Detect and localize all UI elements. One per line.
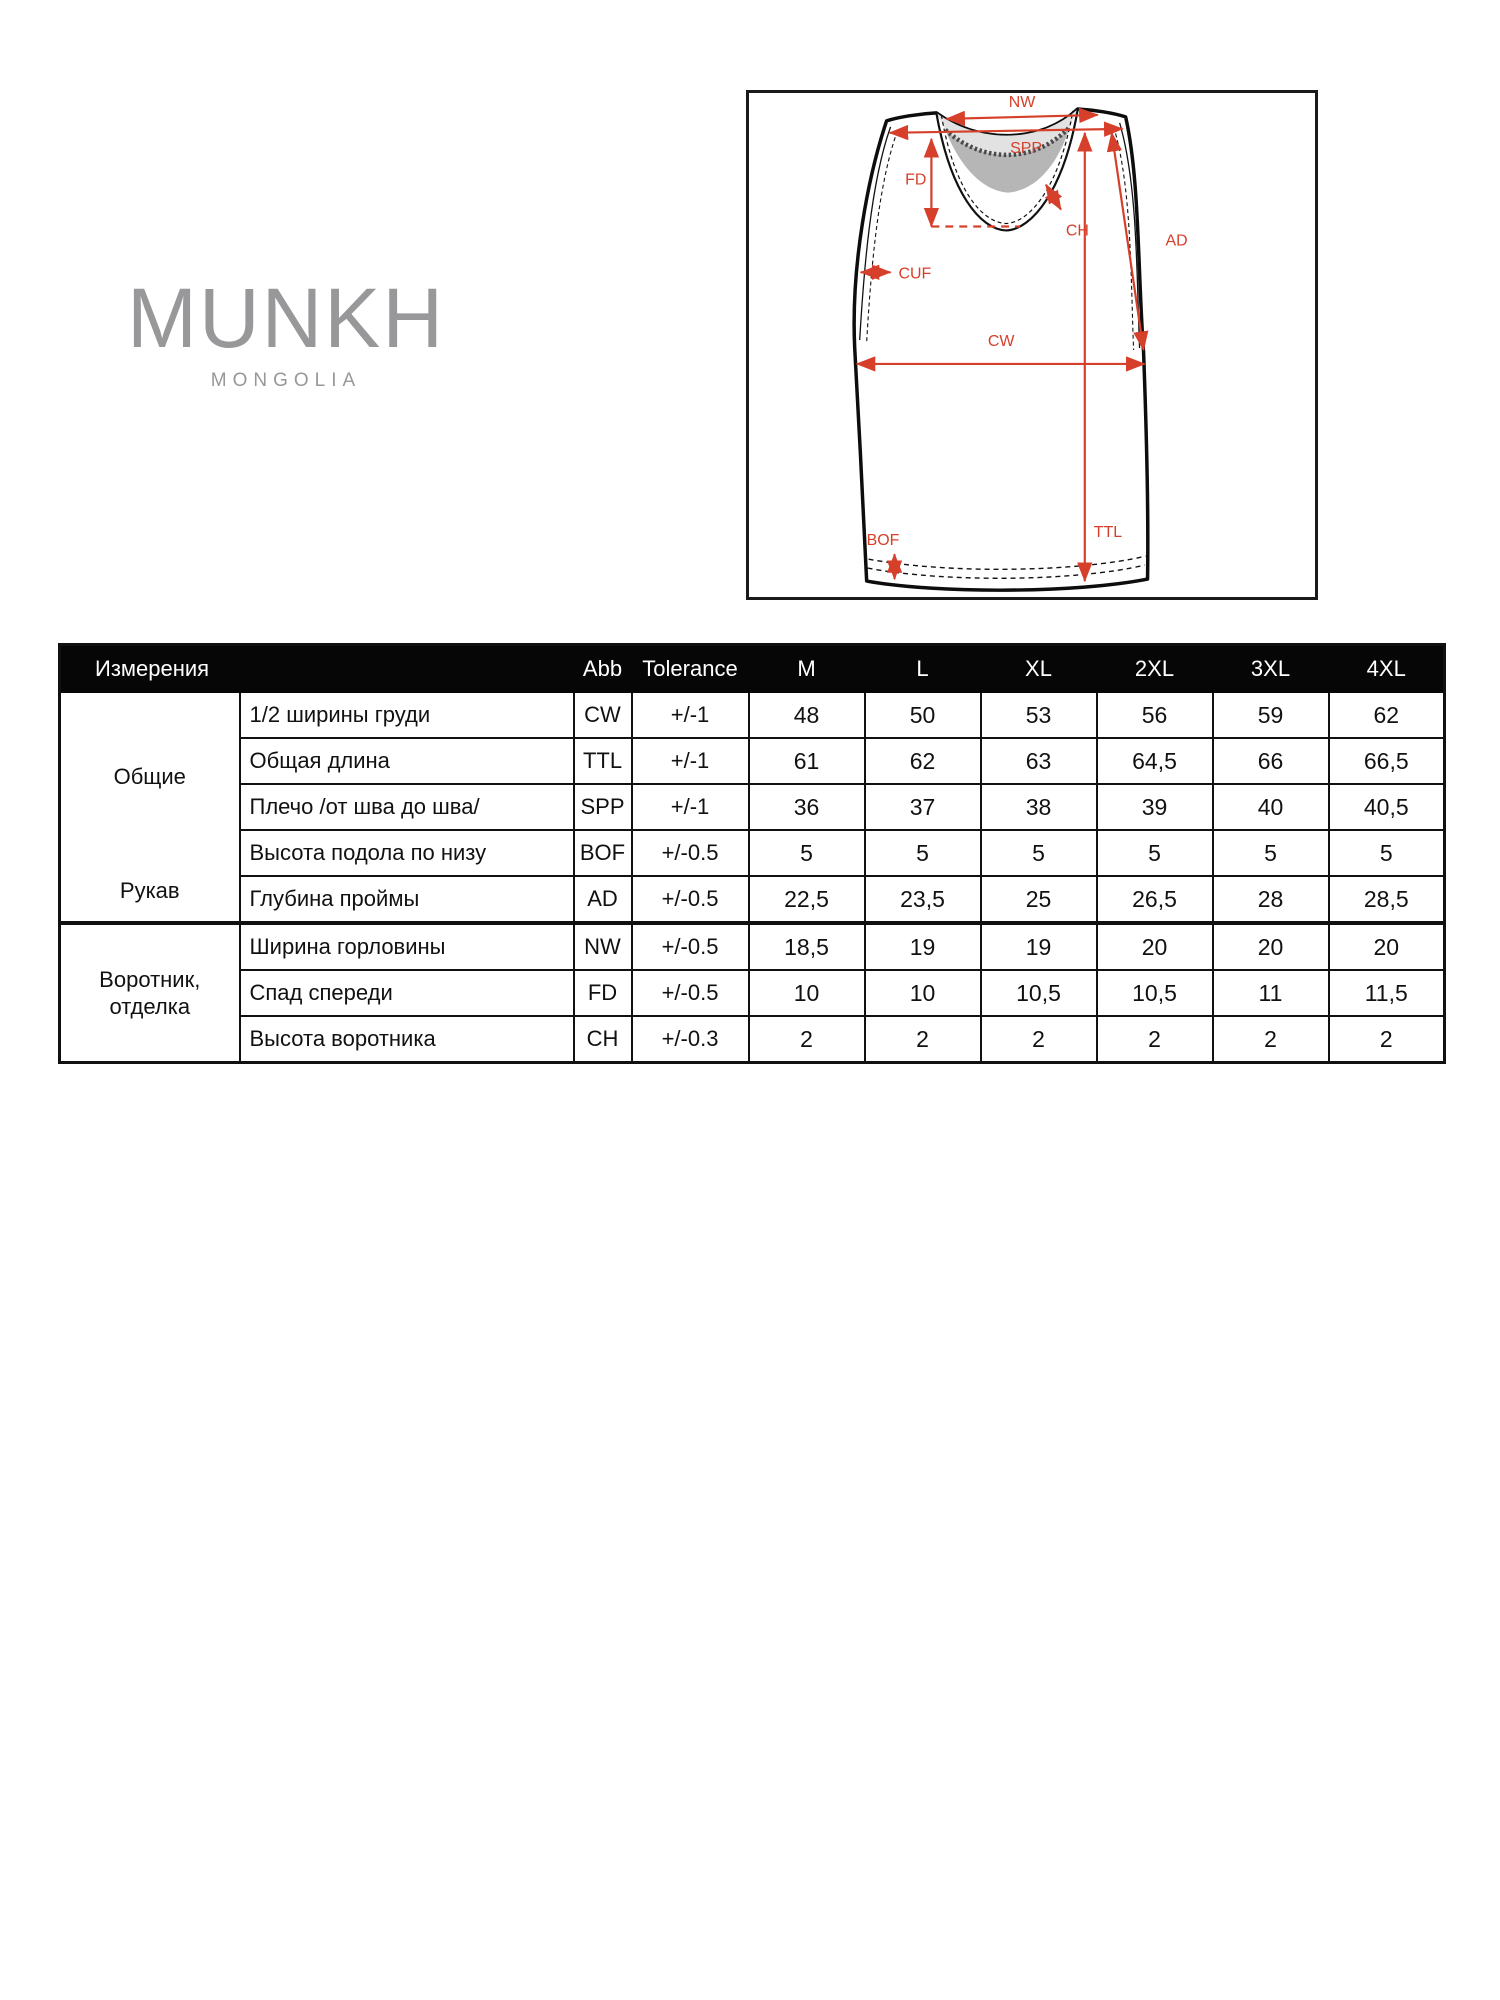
size-value-cell: 20 [1329, 923, 1445, 970]
size-value-cell: 10,5 [1097, 970, 1213, 1016]
ad-measure-label: AD [1165, 232, 1188, 250]
size-value-cell: 5 [1097, 830, 1213, 876]
size-value-cell: 36 [749, 784, 865, 830]
size-value-cell: 11,5 [1329, 970, 1445, 1016]
brand-logo [118, 271, 454, 392]
size-value-cell: 64,5 [1097, 738, 1213, 784]
size-value-cell: 40 [1213, 784, 1329, 830]
tolerance-cell: +/-0.5 [632, 923, 749, 970]
ttl-measure-label: TTL [1093, 524, 1123, 542]
size-value-cell: 28,5 [1329, 876, 1445, 923]
measurement-name-cell: Спад спереди [240, 970, 574, 1016]
abb-cell: FD [574, 970, 632, 1016]
size-value-cell: 2 [981, 1016, 1097, 1063]
size-value-cell: 37 [865, 784, 981, 830]
table-row [60, 876, 1445, 923]
size-value-cell: 25 [981, 876, 1097, 923]
brand-name: MUNKH [127, 271, 445, 365]
measurement-name-cell: Высота воротника [240, 1016, 574, 1063]
brand-subtitle: MONGOLIA [210, 370, 362, 391]
tolerance-cell: +/-0.3 [632, 1016, 749, 1063]
header-measurements: Измерения [60, 645, 574, 693]
group-label-sleeve: Рукав [119, 878, 180, 903]
size-value-cell: 5 [1213, 830, 1329, 876]
size-value-cell: 53 [981, 692, 1097, 738]
measurement-name-cell: Плечо /от шва до шва/ [240, 784, 574, 830]
table-row [60, 738, 1445, 784]
tank-top-drawing [749, 93, 1315, 597]
header-size-3xl: 3XL [1213, 645, 1329, 693]
size-value-cell: 20 [1097, 923, 1213, 970]
group-label-collar-line2: отделка [109, 994, 191, 1019]
size-value-cell: 10,5 [981, 970, 1097, 1016]
tolerance-cell: +/-1 [632, 738, 749, 784]
header-tolerance: Tolerance [632, 645, 749, 693]
size-value-cell: 28 [1213, 876, 1329, 923]
size-value-cell: 18,5 [749, 923, 865, 970]
measurement-name-cell: 1/2 ширины груди [240, 692, 574, 738]
measurement-table [58, 643, 1446, 1064]
abb-cell: NW [574, 923, 632, 970]
header-size-m: M [749, 645, 865, 693]
size-value-cell: 62 [865, 738, 981, 784]
group-cell-collar [60, 923, 240, 1063]
size-value-cell: 66 [1213, 738, 1329, 784]
ch-measure-label: CH [1065, 222, 1089, 240]
size-value-cell: 56 [1097, 692, 1213, 738]
size-value-cell: 2 [749, 1016, 865, 1063]
header-size-4xl: 4XL [1329, 645, 1445, 693]
fd-measure-label: FD [905, 171, 927, 189]
nw-measure-label: NW [1008, 93, 1036, 111]
size-value-cell: 20 [1213, 923, 1329, 970]
cw-measure-label: CW [987, 332, 1015, 350]
abb-cell: AD [574, 876, 632, 923]
abb-cell: TTL [574, 738, 632, 784]
size-value-cell: 2 [1097, 1016, 1213, 1063]
size-value-cell: 23,5 [865, 876, 981, 923]
header-size-xl: XL [981, 645, 1097, 693]
group-label-general: Общие [113, 764, 186, 789]
size-value-cell: 2 [1213, 1016, 1329, 1063]
size-value-cell: 62 [1329, 692, 1445, 738]
abb-cell: CH [574, 1016, 632, 1063]
size-value-cell: 11 [1213, 970, 1329, 1016]
table-row [60, 970, 1445, 1016]
size-value-cell: 39 [1097, 784, 1213, 830]
size-value-cell: 2 [1329, 1016, 1445, 1063]
size-value-cell: 19 [981, 923, 1097, 970]
size-value-cell: 10 [749, 970, 865, 1016]
size-value-cell: 38 [981, 784, 1097, 830]
measurement-name-cell: Общая длина [240, 738, 574, 784]
bof-measure-label: BOF [866, 532, 900, 550]
tolerance-cell: +/-1 [632, 692, 749, 738]
header-abb: Abb [574, 645, 632, 693]
abb-cell: CW [574, 692, 632, 738]
tolerance-cell: +/-0.5 [632, 876, 749, 923]
tolerance-cell: +/-0.5 [632, 830, 749, 876]
size-value-cell: 40,5 [1329, 784, 1445, 830]
table-row [60, 692, 1445, 738]
size-value-cell: 63 [981, 738, 1097, 784]
table-header-row [60, 645, 1445, 693]
size-value-cell: 19 [865, 923, 981, 970]
size-value-cell: 61 [749, 738, 865, 784]
size-value-cell: 5 [749, 830, 865, 876]
table-row [60, 830, 1445, 876]
measurement-name-cell: Высота подола по низу [240, 830, 574, 876]
table-row [60, 923, 1445, 970]
size-value-cell: 48 [749, 692, 865, 738]
size-value-cell: 5 [981, 830, 1097, 876]
tolerance-cell: +/-1 [632, 784, 749, 830]
size-value-cell: 66,5 [1329, 738, 1445, 784]
tolerance-cell: +/-0.5 [632, 970, 749, 1016]
spp-measure-label: SPP [1010, 139, 1042, 157]
size-value-cell: 5 [1329, 830, 1445, 876]
table-row [60, 1016, 1445, 1063]
header-size-2xl: 2XL [1097, 645, 1213, 693]
size-value-cell: 2 [865, 1016, 981, 1063]
size-value-cell: 26,5 [1097, 876, 1213, 923]
size-value-cell: 59 [1213, 692, 1329, 738]
header-size-l: L [865, 645, 981, 693]
table-row [60, 784, 1445, 830]
group-cell-general-sleeve [60, 692, 240, 923]
cuf-measure-label: CUF [898, 265, 932, 283]
size-value-cell: 5 [865, 830, 981, 876]
measurement-name-cell: Глубина проймы [240, 876, 574, 923]
abb-cell: BOF [574, 830, 632, 876]
abb-cell: SPP [574, 784, 632, 830]
size-value-cell: 22,5 [749, 876, 865, 923]
group-label-collar-line1: Воротник, [99, 967, 201, 992]
garment-diagram [746, 90, 1318, 600]
measurement-name-cell: Ширина горловины [240, 923, 574, 970]
size-value-cell: 10 [865, 970, 981, 1016]
size-value-cell: 50 [865, 692, 981, 738]
